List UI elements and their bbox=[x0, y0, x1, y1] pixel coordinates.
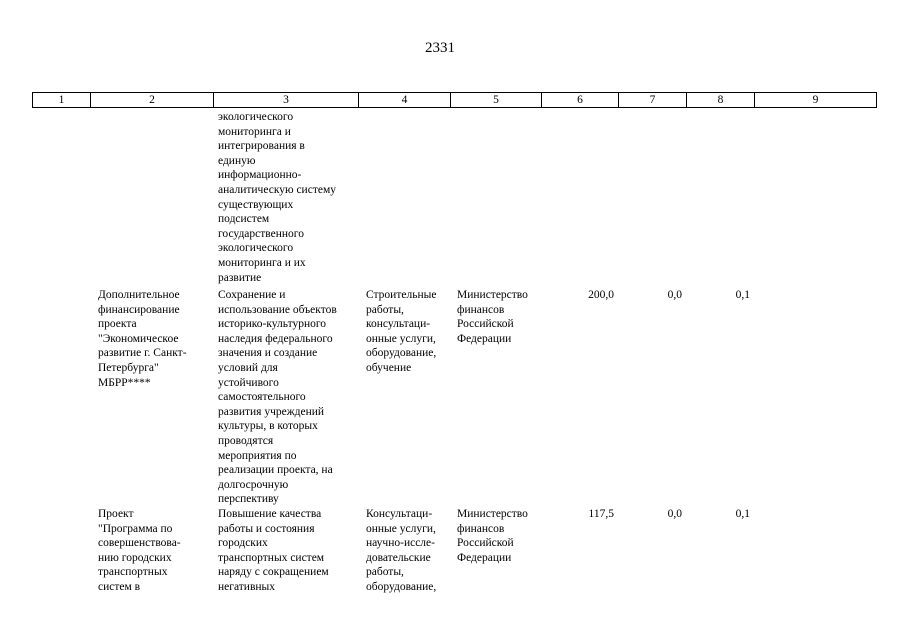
column-header-5: 5 bbox=[451, 93, 542, 108]
row-2-activities: Консультаци- онные услуги, научно-иссле- довательские работы, оборудование, bbox=[366, 508, 437, 593]
row-2-value-8: 0,1 bbox=[735, 508, 750, 520]
column-header-9: 9 bbox=[755, 93, 877, 108]
column-header-7: 7 bbox=[619, 93, 687, 108]
column-header-6: 6 bbox=[542, 93, 619, 108]
page-number: 2331 bbox=[425, 40, 455, 56]
row-2-objective: Повышение качества работы и состояния городских транспортных систем наряду с сокращением негативных bbox=[218, 508, 329, 593]
column-header-1: 1 bbox=[33, 93, 91, 108]
row-1-objective: Сохранение и использование объектов историко-культурного наследия федерального значения и создание условий для устойчивого самостоятельного развития учреждений культуры, в которых проводятся мероприятия по реализации проекта, на долгосрочную перспективу bbox=[218, 289, 337, 506]
row-1-executor: Министерство финансов Российской Федерации bbox=[457, 289, 528, 345]
row-1-activities: Строительные работы, консультаци- онные услуги, оборудование, обучение bbox=[366, 289, 437, 374]
row-1-amount: 200,0 bbox=[588, 289, 614, 301]
column-header-2: 2 bbox=[91, 93, 214, 108]
column-header-8: 8 bbox=[687, 93, 755, 108]
row-1-value-7: 0,0 bbox=[667, 289, 682, 301]
row-2-amount: 117,5 bbox=[588, 508, 614, 520]
row-2-value-7: 0,0 bbox=[667, 508, 682, 520]
row-2-project-name: Проект "Программа по совершенствова- нию городских транспортных систем в bbox=[98, 508, 181, 593]
row-2-executor: Министерство финансов Российской Федерации bbox=[457, 508, 528, 564]
column-header-3: 3 bbox=[214, 93, 359, 108]
column-header-4: 4 bbox=[359, 93, 451, 108]
row-0-objective: экологического мониторинга и интегрирования в единую информационно- аналитическую систему существующих подсистем государственного экологического мониторинга и их развитие bbox=[218, 111, 336, 284]
row-1-project-name: Дополнительное финансирование проекта "Экономическое развитие г. Санкт- Петербурга" МБРР**** bbox=[98, 289, 187, 389]
row-1-value-8: 0,1 bbox=[735, 289, 750, 301]
column-number-header bbox=[32, 92, 877, 108]
